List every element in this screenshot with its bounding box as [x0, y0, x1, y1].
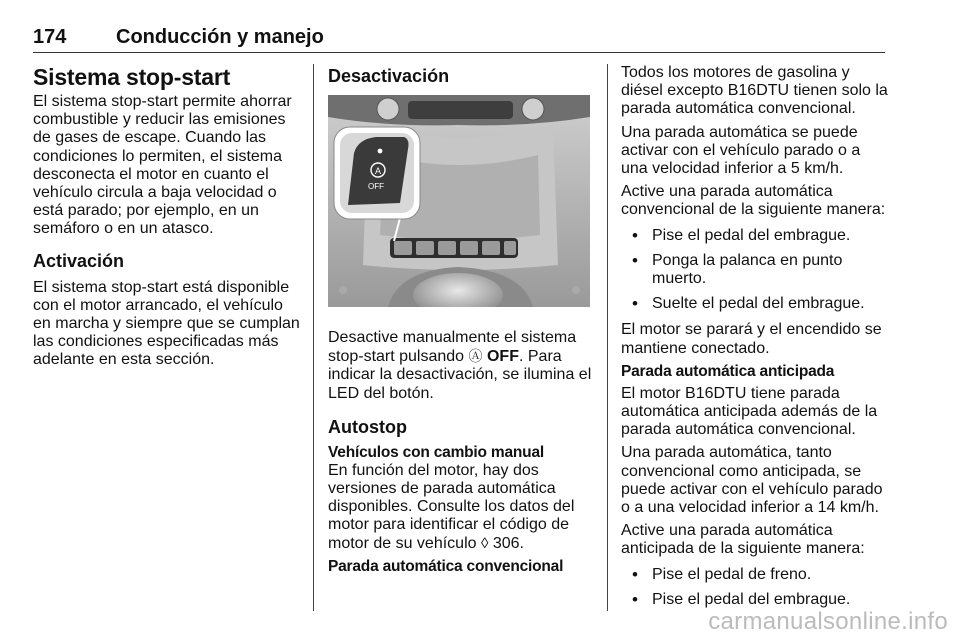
deactivation-heading: Desactivación: [328, 66, 450, 86]
svg-text:A: A: [374, 166, 382, 176]
activation-heading: Activación: [33, 250, 125, 271]
off-label-text: OFF: [486, 348, 519, 366]
intro-paragraph: El sistema stop-start permite ahorrar combustible y reducir las emisiones de gases de escape. Cuando las condiciones lo permiten, el sistema desconecta el motor en cuanto el vehículo circula a baja velocidad o está parado; por ejemplo, en un semáforo o en un atasco.: [33, 93, 292, 238]
activation-paragraph: El sistema stop-start está disponible con el motor arrancado, el vehículo en marcha y siempre que se cumplan las condiciones especificadas más adelante en esta sección.: [33, 278, 300, 369]
manual-text: En función del motor, hay dos versiones de parada automática disponibles. Consulte los datos del motor para identificar el código de motor de su vehículo: [328, 461, 575, 552]
reference-arrow-icon: ◊: [480, 534, 489, 552]
list-item: • Pise el pedal de freno.: [621, 566, 889, 584]
page-header: [33, 26, 885, 53]
chapter-title: Conducción y manejo: [116, 26, 324, 48]
page-reference: 306.: [488, 534, 524, 552]
column-2: [328, 66, 594, 576]
autostop-heading: Autostop: [328, 416, 407, 437]
conventional-stop-heading: Parada automática convencional: [328, 557, 564, 575]
off-label: OFF: [368, 182, 384, 191]
deactivation-paragraph: [328, 329, 594, 403]
paragraph-engine-stops: El motor se parará y el encendido se mantiene conectado.: [621, 321, 882, 357]
manual-transmission-heading: Vehículos con cambio manual: [328, 443, 544, 461]
list-item: • Ponga la palanca en punto muerto.: [621, 252, 889, 288]
column-divider-2: [607, 64, 608, 611]
stop-start-button-figure: [328, 95, 590, 307]
list-item: • Pise el pedal del embrague.: [621, 591, 889, 609]
anticipated-steps-list: [621, 566, 889, 609]
column-divider-1: [313, 64, 314, 611]
paragraph-speed-14: Una parada automática, tanto convencional como anticipada, se puede activar con el vehículo parado o a una velocidad inferior a 14 km/h.: [621, 444, 883, 517]
deactivation-text-end: . Para indicar la desactivación, se ilumina el LED del botón.: [328, 348, 592, 402]
column-1: [33, 64, 301, 380]
section-title: Sistema stop-start: [33, 64, 231, 90]
paragraph-b16dtu: El motor B16DTU tiene parada automática anticipada además de la parada automática convencional.: [621, 384, 878, 439]
paragraph-engines: Todos los motores de gasolina y diésel excepto B16DTU tienen solo la parada automática convencional.: [621, 64, 888, 118]
deactivation-text: Desactive manualmente el sistema stop-start pulsando: [328, 329, 577, 366]
manual-transmission-paragraph: [328, 462, 594, 553]
conventional-steps-list: [621, 227, 889, 314]
paragraph-speed-5: Una parada automática se puede activar con el vehículo parado o a una velocidad inferior a 5 km/h.: [621, 123, 861, 178]
list-item: • Suelte el pedal del embrague.: [621, 295, 889, 313]
list-item: • Pise el pedal del embrague.: [621, 227, 889, 245]
anticipated-stop-heading: Parada automática anticipada: [621, 362, 835, 380]
auto-stop-symbol: Ⓐ: [468, 348, 483, 365]
watermark: carmanualsonline.info: [708, 608, 948, 635]
paragraph-activate-anticipated: Active una parada automática anticipada de la siguiente manera:: [621, 522, 865, 558]
paragraph-activate-conv: Active una parada automática convencional de la siguiente manera:: [621, 183, 886, 219]
page-number: 174: [33, 26, 67, 48]
column-3: [621, 64, 889, 617]
